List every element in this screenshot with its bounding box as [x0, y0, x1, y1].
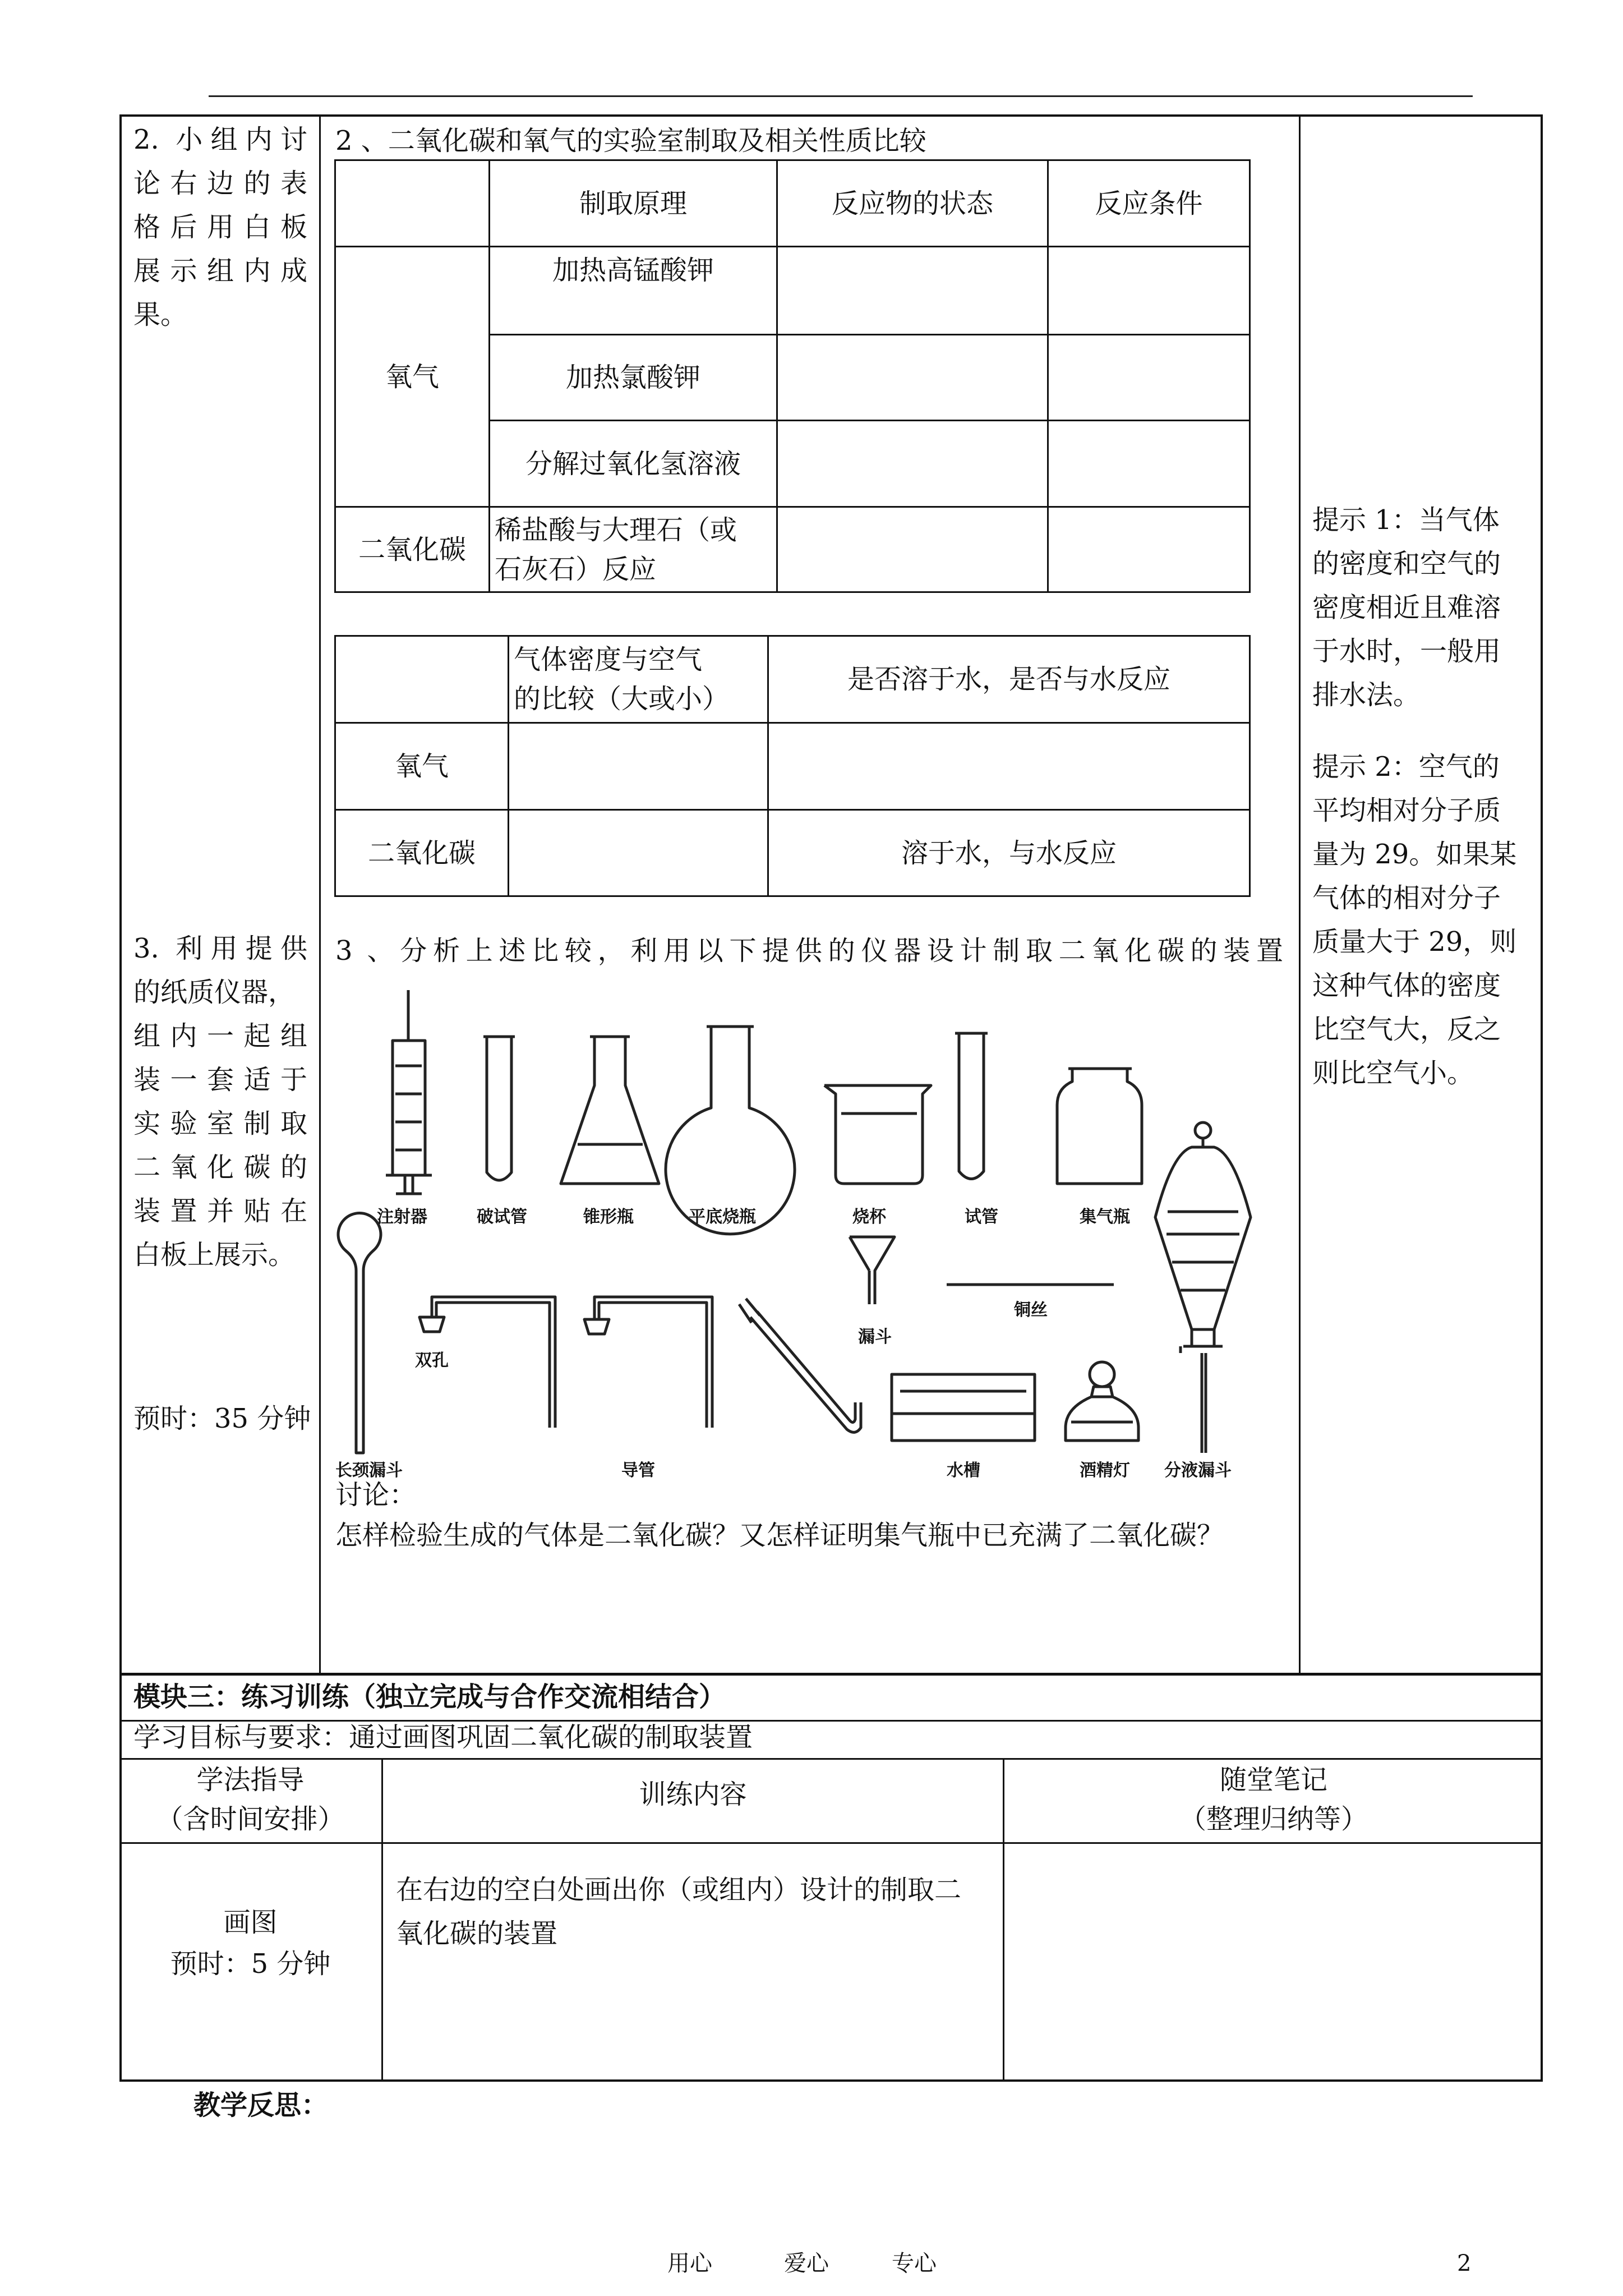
module3-divider-2 — [119, 1758, 1543, 1760]
co2-method: 稀盐酸与大理石（或 石灰石）反应 — [490, 507, 777, 592]
gas-bottle-icon — [1057, 1069, 1142, 1184]
label-separatory-funnel: 分液漏斗 — [1164, 1461, 1232, 1480]
bent-tube-icon — [739, 1299, 861, 1432]
hint-2: 提示 2：空气的 平均相对分子质 量为 29。如果某 气体的相对分子 质量大于 29，则 这种气体的密度 比空气大，反之 则比空气小。 — [1312, 751, 1517, 1089]
label-funnel: 漏斗 — [858, 1327, 892, 1347]
module3-col3-header: 随堂笔记 （整理归纳等） — [1179, 1764, 1368, 1835]
label-gas-bottle: 集气瓶 — [1080, 1207, 1130, 1227]
module3-divider-3 — [119, 1842, 1543, 1844]
label-long-neck-funnel: 长颈漏斗 — [335, 1461, 403, 1480]
module3-title: 模块三：练习训练（独立完成与合作交流相结合） — [133, 1681, 726, 1713]
table2-header-density: 气体密度与空气 的比较（大或小） — [509, 636, 768, 723]
water-trough-icon — [892, 1374, 1035, 1441]
module3-row-col1: 画图 预时：5 分钟 — [170, 1907, 331, 1980]
label-copper-wire: 铜丝 — [1014, 1300, 1048, 1320]
co2-label: 二氧化碳 — [335, 507, 490, 592]
table1-header-state: 反应物的状态 — [777, 160, 1048, 247]
footer-word-1: 用心 — [667, 2251, 712, 2276]
page-number: 2 — [1457, 2251, 1472, 2276]
conical-flask-icon — [561, 1037, 659, 1184]
module3-col2-header: 训练内容 — [639, 1779, 747, 1810]
label-flat-flask: 平底烧瓶 — [689, 1207, 756, 1227]
oxygen-method-2: 加热氯酸钾 — [490, 335, 777, 421]
table1-header-condition: 反应条件 — [1048, 160, 1250, 247]
funnel-icon — [850, 1237, 895, 1304]
table2-co2-solubility: 溶于水，与水反应 — [768, 810, 1250, 896]
label-alcohol-lamp: 酒精灯 — [1080, 1461, 1130, 1480]
left-note-item3: 3. 利用提供 的纸质仪器， 组内一起组 装一套适于 实验室制取 二氧化碳的 装置并贴在 白板上展示。 — [133, 933, 307, 1271]
table1-header-principle: 制取原理 — [490, 160, 777, 247]
alcohol-lamp-icon — [1066, 1362, 1138, 1441]
broken-test-tube-icon — [483, 1037, 515, 1180]
module3-goal: 学习目标与要求：通过画图巩固二氧化碳的制取装置 — [133, 1722, 753, 1753]
separatory-funnel-icon — [1155, 1122, 1251, 1453]
label-broken-test-tube: 破试管 — [477, 1207, 527, 1227]
table2-oxygen-label: 氧气 — [335, 723, 509, 810]
module3-col1-header: 学法指导 （含时间安排） — [156, 1764, 345, 1835]
table2-header-solubility: 是否溶于水，是否与水反应 — [768, 636, 1250, 723]
footer-word-3: 专心 — [892, 2251, 937, 2276]
table2-co2-label: 二氧化碳 — [335, 810, 509, 896]
label-delivery-tube: 导管 — [621, 1461, 655, 1480]
delivery-tube-icon — [584, 1297, 712, 1428]
test-tube-icon — [955, 1033, 988, 1179]
label-beaker: 烧杯 — [852, 1207, 886, 1227]
beaker-icon — [824, 1085, 931, 1184]
syringe-icon — [386, 990, 432, 1194]
left-note-time: 预时：35 分钟 — [133, 1403, 311, 1434]
label-test-tube: 试管 — [965, 1207, 998, 1227]
label-syringe: 注射器 — [377, 1207, 427, 1227]
long-neck-funnel-icon — [338, 1213, 381, 1453]
footer-word-2: 爱心 — [784, 2251, 829, 2276]
teaching-reflection: 教学反思： — [193, 2090, 329, 2121]
oxygen-method-3: 分解过氧化氢溶液 — [490, 421, 777, 507]
oxygen-label: 氧气 — [335, 247, 490, 507]
section3-title: 3 、分析上述比较，利用以下提供的仪器设计制取二氧化碳的装置 — [335, 935, 1283, 967]
module3-row-col2: 在右边的空白处画出你（或组内）设计的制取二 氧化碳的装置 — [396, 1874, 962, 1949]
hint-1: 提示 1：当气体 的密度和空气的 密度相近且难溶 于水时，一般用 排水法。 — [1312, 504, 1501, 711]
discussion-label: 讨论： — [335, 1479, 417, 1511]
discussion-question: 怎样检验生成的气体是二氧化碳？又怎样证明集气瓶中已充满了二氧化碳？ — [335, 1520, 1224, 1551]
label-water-trough: 水槽 — [947, 1461, 980, 1480]
left-note-item2: 2. 小组内讨 论右边的表 格后用白板 展示组内成 果。 — [133, 124, 307, 330]
label-conical-flask: 锥形瓶 — [583, 1207, 634, 1227]
label-two-hole: 双孔 — [415, 1351, 449, 1370]
section2-title: 2 、二氧化碳和氧气的实验室制取及相关性质比较 — [335, 125, 926, 157]
oxygen-method-1: 加热高锰酸钾 — [490, 247, 777, 335]
